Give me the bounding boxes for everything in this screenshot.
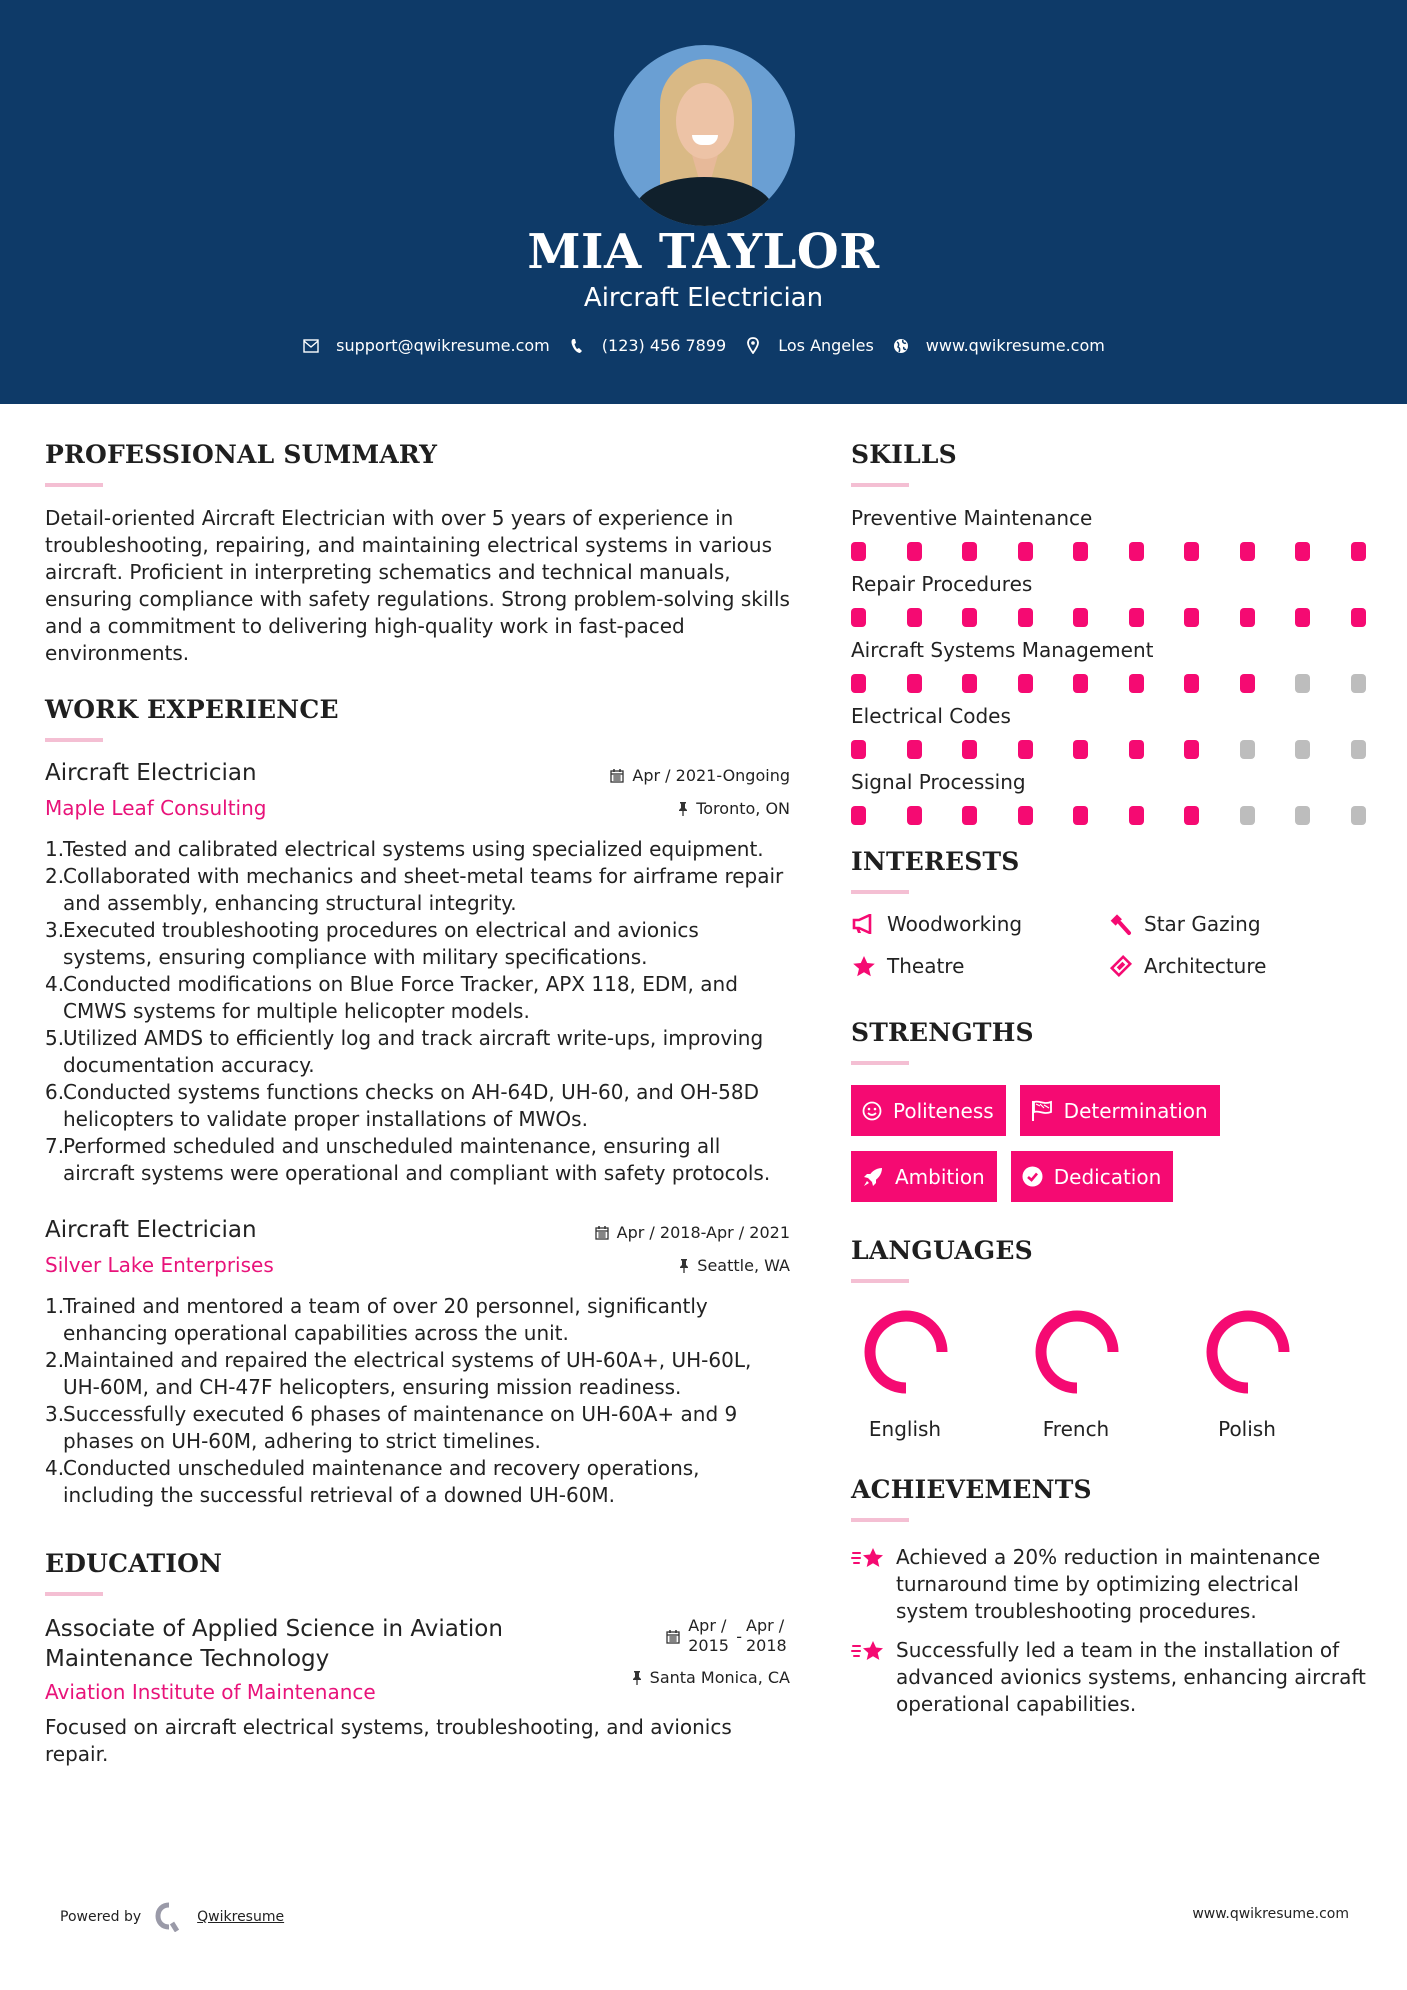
contact-phone[interactable]: (123) 456 7899 bbox=[568, 336, 726, 355]
rating-dot bbox=[851, 674, 866, 693]
skill-name: Preventive Maintenance bbox=[851, 506, 1093, 530]
heading-underline bbox=[45, 738, 103, 742]
skill-name: Electrical Codes bbox=[851, 704, 1011, 728]
rating-dot bbox=[851, 542, 866, 561]
rating-dot bbox=[1073, 674, 1088, 693]
rating-dot bbox=[1129, 740, 1144, 759]
rating-dot bbox=[907, 542, 922, 561]
rating-dot bbox=[1184, 740, 1199, 759]
contact-website[interactable]: www.qwikresume.com bbox=[892, 336, 1105, 355]
rating-dot bbox=[851, 806, 866, 825]
strength-badge: Dedication bbox=[1011, 1151, 1174, 1202]
skill-item bbox=[851, 703, 1367, 759]
envelope-icon bbox=[302, 337, 320, 355]
rating-dot bbox=[1295, 542, 1310, 561]
rating-dot bbox=[1240, 806, 1255, 825]
company-name: Silver Lake Enterprises bbox=[45, 1253, 274, 1277]
heading-underline bbox=[45, 483, 103, 487]
degree-name: Associate of Applied Science in Aviation Maintenance Technology bbox=[45, 1616, 503, 1672]
list-item: 3. Successfully executed 6 phases of maintenance on UH-60A+ and 9 phases on UH-60M, adhering to strict timelines. bbox=[45, 1402, 738, 1453]
profile-photo bbox=[614, 45, 795, 226]
heading-underline bbox=[851, 1061, 909, 1065]
list-item: 2. Collaborated with mechanics and sheet-metal teams for airframe repair and assembly, enhancing structural integrity. bbox=[45, 864, 784, 915]
list-item: 1. Trained and mentored a team of over 20 personnel, significantly enhancing operational capabilities across the unit. bbox=[45, 1294, 708, 1345]
language-item: Polish bbox=[1193, 1305, 1364, 1441]
skill-rating bbox=[851, 740, 1367, 759]
proficiency-ring bbox=[1030, 1305, 1124, 1399]
rating-dot bbox=[962, 542, 977, 561]
gavel-icon bbox=[1108, 913, 1134, 935]
rating-dot bbox=[1073, 542, 1088, 561]
contact-email[interactable]: support@qwikresume.com bbox=[302, 336, 550, 355]
interest-item: Architecture bbox=[1108, 954, 1358, 978]
rating-dot bbox=[1129, 674, 1144, 693]
footer-website-link[interactable]: www.qwikresume.com bbox=[1192, 1906, 1349, 1922]
list-item: 4. Conducted unscheduled maintenance and recovery operations, including the successful retrieval of a downed UH-60M. bbox=[45, 1456, 700, 1507]
rating-dot bbox=[907, 608, 922, 627]
pushpin-icon bbox=[632, 1670, 642, 1685]
rating-dot bbox=[1240, 542, 1255, 561]
language-item: French bbox=[1022, 1305, 1193, 1441]
skill-item bbox=[851, 505, 1367, 561]
skill-rating bbox=[851, 608, 1367, 627]
phone-icon bbox=[568, 337, 586, 355]
flag-icon bbox=[1031, 1100, 1053, 1122]
qwikresume-logo-icon bbox=[155, 1902, 183, 1932]
calendar-icon bbox=[595, 1225, 609, 1240]
left-column bbox=[45, 440, 790, 1768]
strengths-section bbox=[851, 1018, 1367, 1202]
rating-dot bbox=[1240, 740, 1255, 759]
rating-dot bbox=[907, 740, 922, 759]
school-name: Aviation Institute of Maintenance bbox=[45, 1680, 376, 1704]
skills-section bbox=[851, 440, 1367, 825]
experience-section bbox=[45, 695, 790, 1509]
rating-dot bbox=[1295, 608, 1310, 627]
rating-dot bbox=[907, 674, 922, 693]
education-location: Santa Monica, CA bbox=[632, 1668, 790, 1687]
rating-dot bbox=[1129, 542, 1144, 561]
candidate-title: Aircraft Electrician bbox=[583, 283, 824, 313]
skill-name: Aircraft Systems Management bbox=[851, 638, 1154, 662]
strength-badge: Determination bbox=[1020, 1085, 1220, 1136]
contact-bar bbox=[0, 336, 1407, 355]
rating-dot bbox=[1240, 674, 1255, 693]
heading-underline bbox=[851, 890, 909, 894]
section-heading: EDUCATION bbox=[45, 1549, 223, 1578]
interests-section bbox=[851, 847, 1367, 978]
candidate-name: MIA TAYLOR bbox=[527, 224, 880, 280]
list-item: 5. Utilized AMDS to efficiently log and track aircraft write-ups, improving documentation accuracy. bbox=[45, 1026, 764, 1077]
rocket-icon bbox=[862, 1166, 884, 1188]
list-item: 1. Tested and calibrated electrical systems using specialized equipment. bbox=[45, 837, 764, 861]
job-entry bbox=[45, 760, 790, 1187]
rating-dot bbox=[962, 740, 977, 759]
rating-dot bbox=[851, 608, 866, 627]
achievements-section bbox=[851, 1475, 1367, 1718]
heading-underline bbox=[851, 1279, 909, 1283]
company-name: Maple Leaf Consulting bbox=[45, 796, 267, 820]
job-entry bbox=[45, 1217, 790, 1509]
interest-item: Woodworking bbox=[851, 912, 1108, 936]
calendar-icon bbox=[666, 1629, 680, 1644]
education-entry bbox=[45, 1614, 790, 1768]
rating-dot bbox=[962, 806, 977, 825]
job-dates: Apr / 2021-Ongoing bbox=[610, 766, 790, 785]
rating-dot bbox=[1295, 740, 1310, 759]
rating-dot bbox=[1018, 674, 1033, 693]
heading-underline bbox=[851, 483, 909, 487]
smile-icon bbox=[862, 1101, 882, 1121]
list-item: 4. Conducted modifications on Blue Force Tracker, APX 118, EDM, and CMWS systems for multiple helicopter models. bbox=[45, 972, 738, 1023]
map-marker-icon bbox=[744, 337, 762, 355]
globe-icon bbox=[892, 337, 910, 355]
rating-dot bbox=[1295, 806, 1310, 825]
section-heading: STRENGTHS bbox=[851, 1018, 1034, 1047]
shooting-star-icon bbox=[851, 1637, 886, 1667]
rating-dot bbox=[1184, 542, 1199, 561]
job-responsibilities bbox=[45, 836, 790, 1187]
rating-dot bbox=[1351, 740, 1366, 759]
heading-underline bbox=[851, 1518, 909, 1522]
strength-badge: Politeness bbox=[851, 1085, 1006, 1136]
rating-dot bbox=[1295, 674, 1310, 693]
skill-name: Signal Processing bbox=[851, 770, 1026, 794]
right-column bbox=[851, 440, 1367, 1730]
list-item: 6. Conducted systems functions checks on AH-64D, UH-60, and OH-58D helicopters to validate proper installations of MWOs. bbox=[45, 1080, 759, 1131]
rating-dot bbox=[1018, 740, 1033, 759]
section-heading: LANGUAGES bbox=[851, 1236, 1033, 1265]
qwikresume-link[interactable]: Qwikresume bbox=[197, 1909, 285, 1925]
proficiency-ring bbox=[1201, 1305, 1295, 1399]
rating-dot bbox=[1018, 542, 1033, 561]
section-heading: INTERESTS bbox=[851, 847, 1020, 876]
pushpin-icon bbox=[679, 1258, 689, 1273]
section-heading: WORK EXPERIENCE bbox=[45, 695, 339, 724]
rating-dot bbox=[1018, 608, 1033, 627]
rating-dot bbox=[1073, 806, 1088, 825]
rating-dot bbox=[1073, 608, 1088, 627]
achievement-item: Achieved a 20% reduction in maintenance turnaround time by optimizing electrical system troubleshooting procedures. bbox=[851, 1544, 1367, 1625]
skill-rating bbox=[851, 674, 1367, 693]
rating-dot bbox=[1240, 608, 1255, 627]
skill-name: Repair Procedures bbox=[851, 572, 1033, 596]
rating-dot bbox=[1184, 806, 1199, 825]
job-title: Aircraft Electrician bbox=[45, 760, 257, 786]
list-item: 3. Executed troubleshooting procedures on electrical and avionics systems, ensuring compliance with military specifications. bbox=[45, 918, 699, 969]
language-item: English bbox=[851, 1305, 1022, 1441]
megaphone-icon bbox=[851, 913, 877, 935]
job-dates: Apr / 2018-Apr / 2021 bbox=[595, 1223, 790, 1242]
rating-dot bbox=[1184, 674, 1199, 693]
rating-dot bbox=[1351, 674, 1366, 693]
section-heading: ACHIEVEMENTS bbox=[851, 1475, 1092, 1504]
job-location: Toronto, ON bbox=[678, 799, 790, 818]
ticket-icon bbox=[1108, 955, 1134, 977]
list-item: 7. Performed scheduled and unscheduled maintenance, ensuring all aircraft systems were operational and compliant with safety protocols. bbox=[45, 1134, 771, 1185]
rating-dot bbox=[962, 674, 977, 693]
skill-item bbox=[851, 571, 1367, 627]
education-description: Focused on aircraft electrical systems, troubleshooting, and avionics repair. bbox=[45, 1715, 732, 1766]
calendar-icon bbox=[610, 768, 624, 783]
rating-dot bbox=[962, 608, 977, 627]
section-heading: SKILLS bbox=[851, 440, 957, 469]
list-item: 2. Maintained and repaired the electrical systems of UH-60A+, UH-60L, UH-60M, and CH-47F helicopters, ensuring mission readiness. bbox=[45, 1348, 752, 1399]
rating-dot bbox=[1073, 740, 1088, 759]
section-heading: PROFESSIONAL SUMMARY bbox=[45, 440, 438, 469]
rating-dot bbox=[1184, 608, 1199, 627]
achievement-item: Successfully led a team in the installation of advanced avionics systems, enhancing aircraft operational capabilities. bbox=[851, 1637, 1367, 1718]
rating-dot bbox=[1129, 806, 1144, 825]
summary-text: Detail-oriented Aircraft Electrician with over 5 years of experience in troubleshooting, repairing, and maintaining electrical systems in various aircraft. Proficient in interpreting schematics and technical manuals, ensuring compliance with safety regulations. Strong problem-solving skills and a commitment to delivering high-quality work in fast-paced environments. bbox=[45, 506, 790, 665]
rating-dot bbox=[1351, 608, 1366, 627]
rating-dot bbox=[851, 740, 866, 759]
contact-location: Los Angeles bbox=[744, 336, 874, 355]
skill-rating bbox=[851, 806, 1367, 825]
star-icon bbox=[851, 955, 877, 977]
shooting-star-icon bbox=[851, 1544, 886, 1574]
skill-rating bbox=[851, 542, 1367, 561]
rating-dot bbox=[1351, 806, 1366, 825]
check-circle-icon bbox=[1022, 1166, 1043, 1187]
interest-item: Star Gazing bbox=[1108, 912, 1358, 936]
languages-section bbox=[851, 1236, 1367, 1441]
rating-dot bbox=[1129, 608, 1144, 627]
footer-powered-by: Powered by Qwikresume bbox=[60, 1902, 284, 1932]
job-responsibilities bbox=[45, 1293, 790, 1509]
pushpin-icon bbox=[678, 801, 688, 816]
rating-dot bbox=[1018, 806, 1033, 825]
proficiency-ring bbox=[859, 1305, 953, 1399]
rating-dot bbox=[907, 806, 922, 825]
skill-item bbox=[851, 769, 1367, 825]
strength-badge: Ambition bbox=[851, 1151, 997, 1202]
rating-dot bbox=[1351, 542, 1366, 561]
interest-item: Theatre bbox=[851, 954, 1108, 978]
heading-underline bbox=[45, 1592, 103, 1596]
education-section bbox=[45, 1549, 790, 1768]
skill-item bbox=[851, 637, 1367, 693]
resume-header bbox=[0, 0, 1407, 404]
education-dates: Apr / 2015 - Apr / 2018 bbox=[666, 1616, 790, 1656]
summary-section bbox=[45, 440, 790, 667]
job-location: Seattle, WA bbox=[679, 1256, 790, 1275]
job-title: Aircraft Electrician bbox=[45, 1217, 257, 1243]
